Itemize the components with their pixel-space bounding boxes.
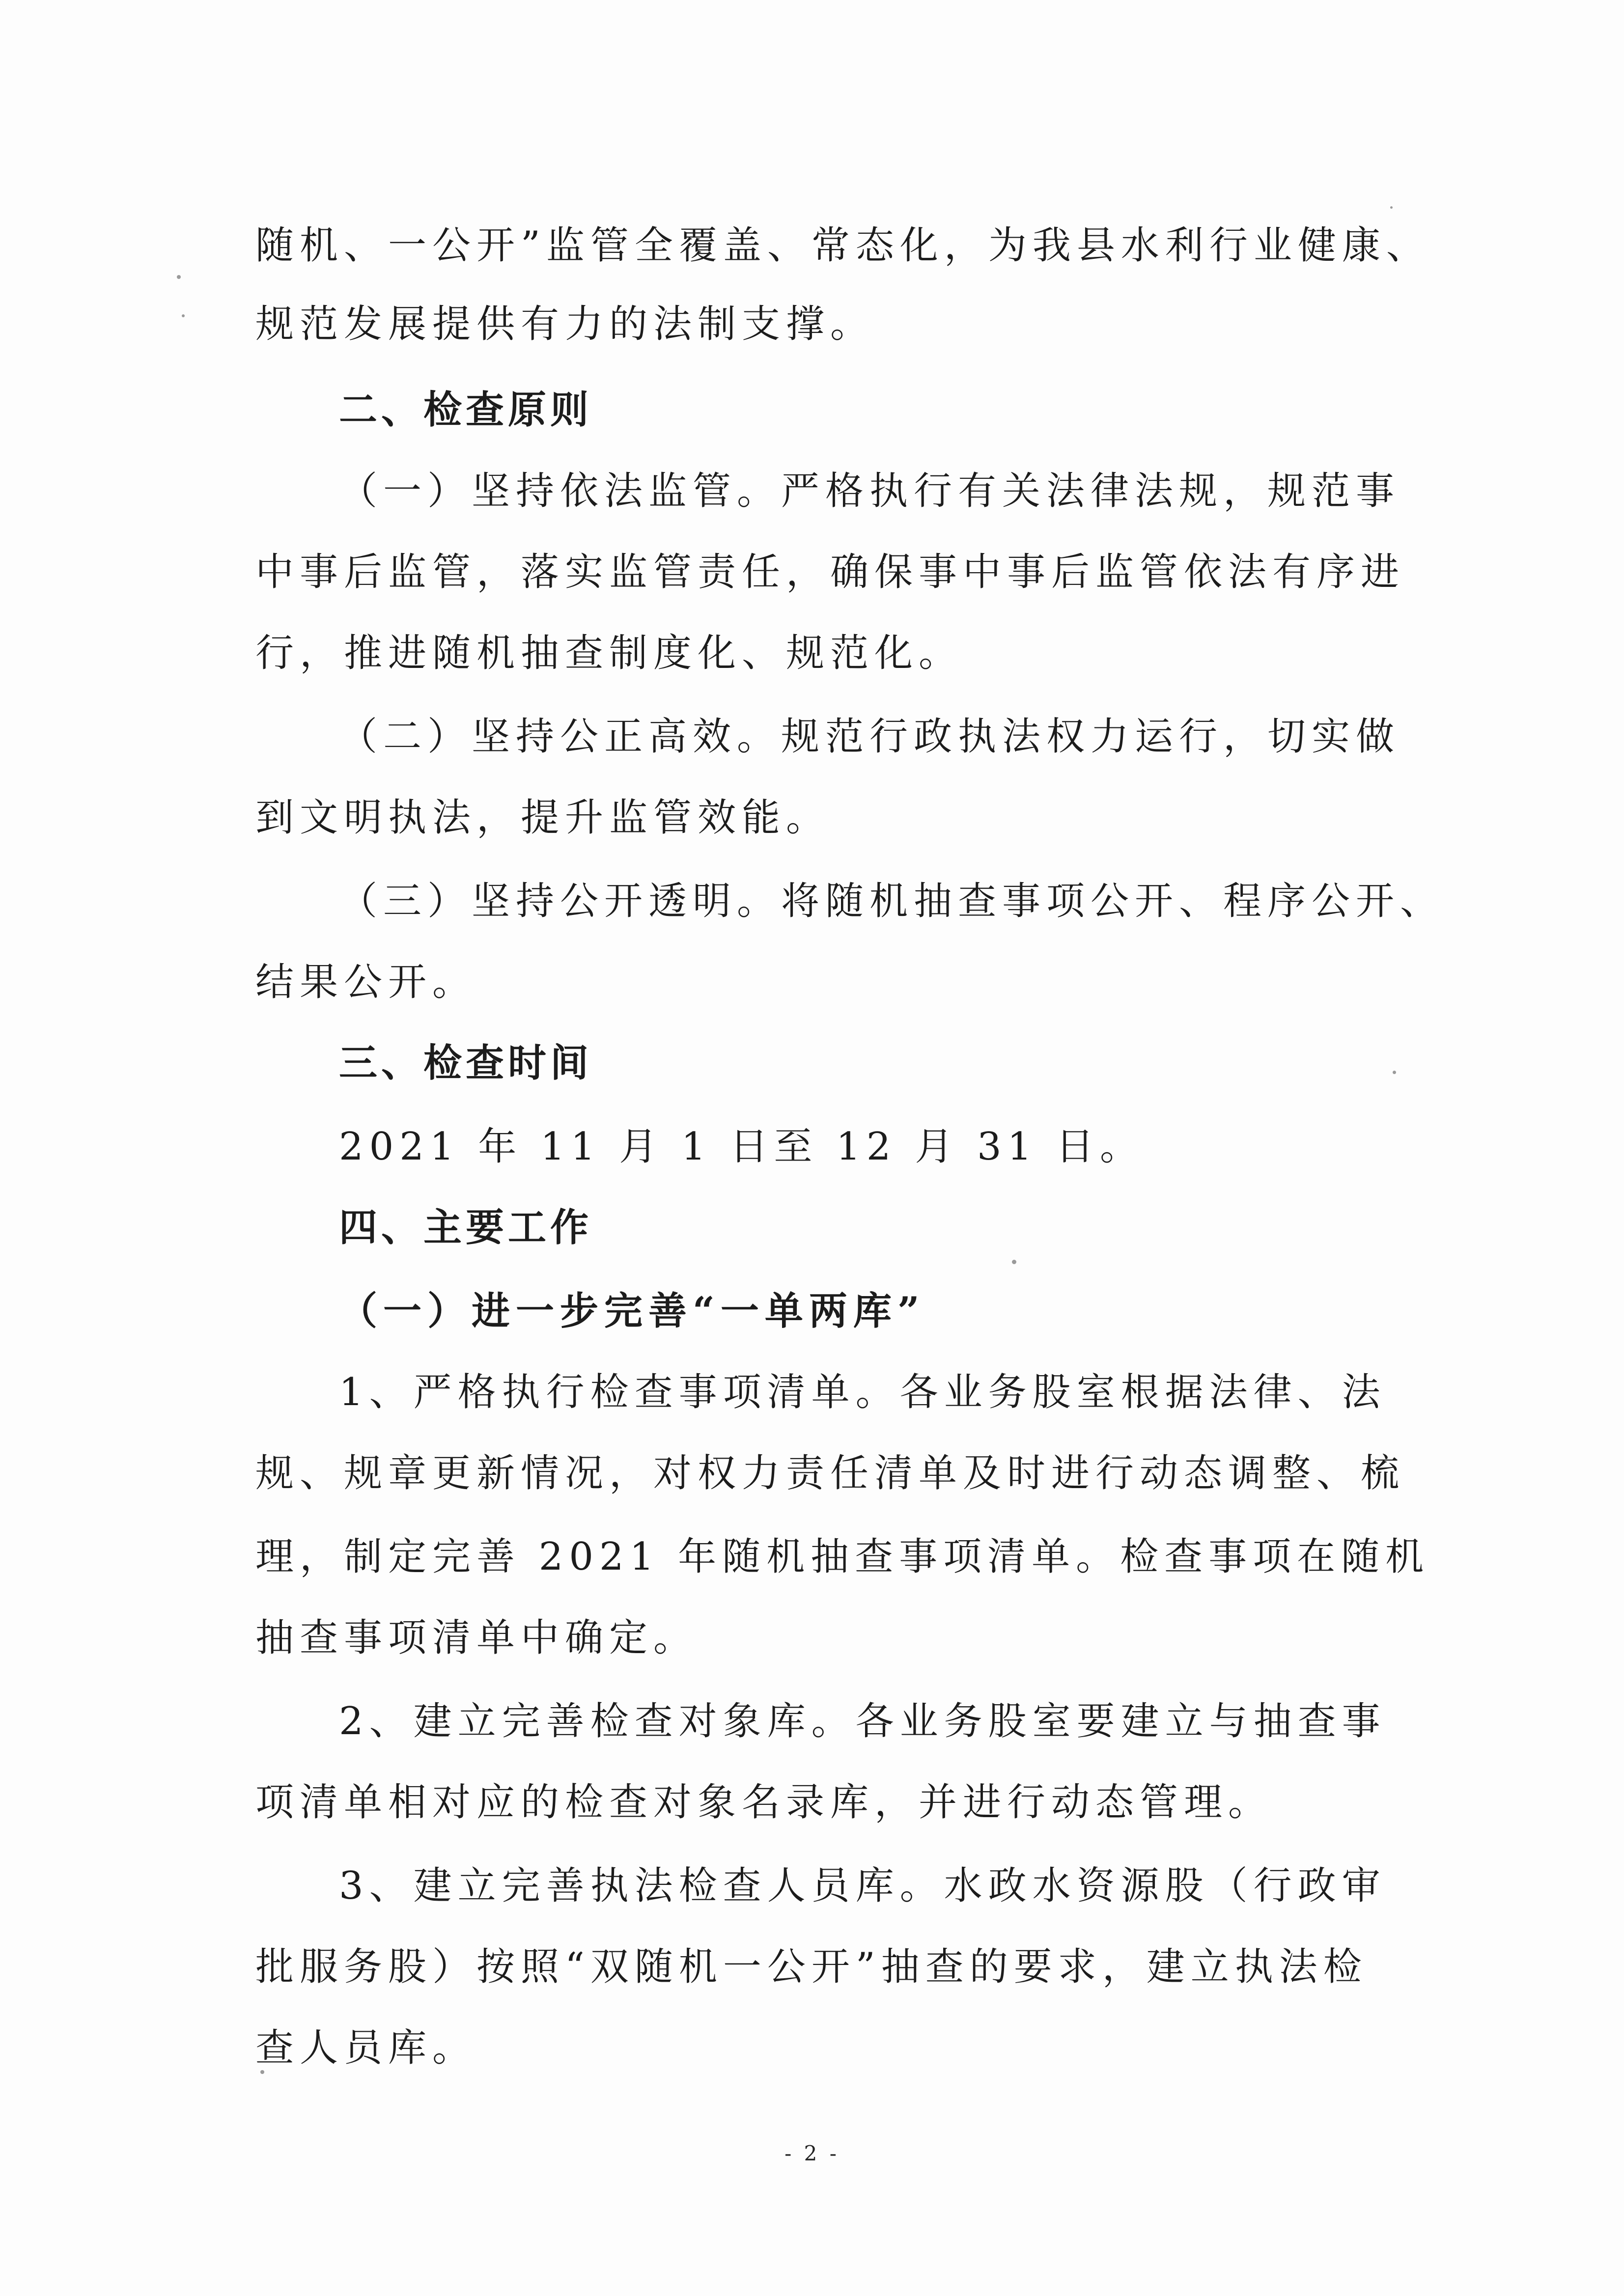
body-text-line: 项清单相对应的检查对象名录库，并进行动态管理。 xyxy=(255,1780,1273,1825)
body-text-line: （一）坚持依法监管。严格执行有关法律法规，规范事 xyxy=(339,469,1400,513)
body-text-line: 规、规章更新情况，对权力责任清单及时进行动态调整、梳 xyxy=(255,1451,1405,1495)
body-text-line: 随机、一公开”监管全覆盖、常态化，为我县水利行业健康、 xyxy=(255,223,1430,268)
scan-speck xyxy=(1393,1071,1396,1074)
body-text-line: 结果公开。 xyxy=(255,960,477,1004)
body-text-line: 行，推进随机抽查制度化、规范化。 xyxy=(255,631,963,675)
scan-speck xyxy=(1390,206,1393,209)
body-text-line: 中事后监管，落实监管责任，确保事中事后监管依法有序进 xyxy=(255,550,1405,594)
body-text-line: 理，制定完善 2021 年随机抽查事项清单。检查事项在随机 xyxy=(255,1535,1430,1579)
body-text-line: 2021 年 11 月 1 日至 12 月 31 日。 xyxy=(339,1125,1145,1169)
body-text-line: （二）坚持公正高效。规范行政执法权力运行，切实做 xyxy=(339,715,1400,759)
body-text-line: 2、建立完善检查对象库。各业务股室要建立与抽查事 xyxy=(339,1699,1386,1743)
section-heading-principles: 二、检查原则 xyxy=(339,388,593,432)
subsection-heading: （一）进一步完善“一单两库” xyxy=(339,1289,925,1333)
body-text-line: 到文明执法，提升监管效能。 xyxy=(255,796,831,840)
scan-speck xyxy=(260,2070,264,2074)
section-heading-time: 三、检查时间 xyxy=(339,1041,593,1085)
section-heading-main-work: 四、主要工作 xyxy=(339,1206,593,1250)
body-text-line: 3、建立完善执法检查人员库。水政水资源股（行政审 xyxy=(339,1864,1386,1908)
body-text-line: 查人员库。 xyxy=(255,2026,477,2070)
body-text-line: 抽查事项清单中确定。 xyxy=(255,1616,698,1660)
scan-speck xyxy=(1012,1260,1016,1264)
body-text-line: 批服务股）按照“双随机一公开”抽查的要求，建立执法检 xyxy=(255,1945,1368,1989)
scan-speck xyxy=(177,275,181,279)
scan-speck xyxy=(182,314,185,317)
page-number: - 2 - xyxy=(784,2141,840,2165)
body-text-line: 规范发展提供有力的法制支撑。 xyxy=(255,302,875,346)
body-text-line: 1、严格执行检查事项清单。各业务股室根据法律、法 xyxy=(339,1370,1386,1414)
body-text-line: （三）坚持公开透明。将随机抽查事项公开、程序公开、 xyxy=(339,879,1445,923)
